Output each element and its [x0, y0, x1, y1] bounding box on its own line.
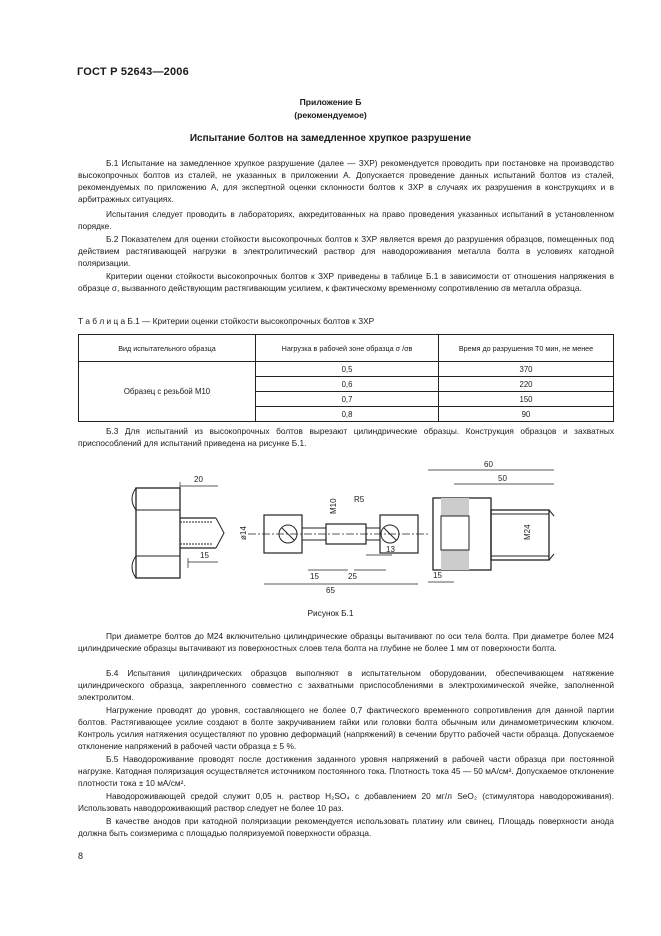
dim-m24: М24: [523, 524, 532, 540]
dim-15-mid: 15: [310, 572, 319, 581]
table-header-load: Нагрузка в рабочей зоне образца σ /σв: [256, 335, 439, 362]
dimension-lines: [180, 470, 554, 584]
dim-d14: ø14: [239, 526, 248, 540]
figure-b1-drawing: [128, 458, 568, 600]
paragraph-anodes: В качестве анодов при катодной поляризации рекомендуется использовать платину или свинец. Площадь поверхности анода должна быть соизмерима с площадью поляризуемой поверхности образца.: [78, 816, 614, 839]
table-cell: 220: [439, 377, 614, 392]
table-cell: 0,6: [256, 377, 439, 392]
figure-caption: Рисунок Б.1: [307, 608, 354, 618]
paragraph-labs: Испытания следует проводить в лабораториях, аккредитованных на право проведения указанных испытаний в установленном порядке.: [78, 209, 614, 232]
table-cell: 150: [439, 392, 614, 407]
paragraph-loading: Нагружение проводят до уровня, составляющего не более 0,7 фактического временного сопротивления для данной партии болтов. Растягивающее усилие создают в болте закручиванием гайки или головки болта обычным или динамометрическим ключом. Контроль усилия натяжения осуществляют по уровню деформаций (напряжений) в сечении брутто рабочей части образца. Допускаемое отклонение напряжений в рабочей части образца ± 5 %.: [78, 705, 614, 752]
dim-13: 13: [386, 545, 395, 554]
table-cell: 0,5: [256, 362, 439, 377]
paragraph-b2: Б.2 Показателем для оценки стойкости высокопрочных болтов к ЗХР является время до разрушения образцов, помещенных под действием растягивающей нагрузки в электролитический раствор для наводороживания металла болта в условиях катодной поляризации.: [78, 234, 614, 269]
paragraph-diameter: При диаметре болтов до М24 включительно цилиндрические образцы вытачивают по оси тела болта. При диаметре более М24 цилиндрические образцы вытачивают из поверхностных слоев тела болта на глубине не более 1 мм от поверхности болта.: [78, 631, 614, 654]
bolt-head: [132, 488, 224, 578]
dimension-labels: [194, 460, 532, 595]
appendix-subtitle: (рекомендуемое): [294, 110, 367, 120]
dim-15-left: 15: [200, 551, 209, 560]
section-title: Испытание болтов на замедленное хрупкое разрушение: [189, 133, 472, 144]
document-header: ГОСТ Р 52643—2006: [77, 66, 189, 78]
dim-m10: М10: [329, 498, 338, 514]
dim-15-right: 15: [433, 571, 442, 580]
paragraph-b4: Б.4 Испытания цилиндрических образцов выполняют в испытательном оборудовании, обеспечивающем натяжение цилиндрического образца, закрепленного совместно с захватными приспособлениями в электрохимической ячейке, заполненной электролитом.: [78, 668, 614, 703]
paragraph-b3: Б.3 Для испытаний из высокопрочных болтов вырезают цилиндрические образцы. Конструкция образцов и захватных приспособлений для испытаний приведена на рисунке Б.1.: [78, 426, 614, 449]
paragraph-criteria: Критерии оценки стойкости высокопрочных болтов к ЗХР приведены в таблице Б.1 в зависимости от отношения напряжения в образце σ, вызванного действующим растягивающим усилием, к фактическому временному сопротивлению σв металла образца.: [78, 271, 614, 294]
paragraph-b1: Б.1 Испытание на замедленное хрупкое разрушение (далее — ЗХР) рекомендуется проводить при постановке на производство высокопрочных болтов из сталей, не указанных в приложении А. Допускается проведение данных испытаний болтов из сталей, рекомендуемых по приложению А, для экспертной оценки склонности болтов к ЗХР в случаях их разрушения в конструкциях и в арбитражных ситуациях.: [78, 158, 614, 205]
table-cell-specimen: Образец с резьбой М10: [79, 362, 256, 422]
dim-65: 65: [326, 586, 335, 595]
dim-20: 20: [194, 475, 203, 484]
appendix-title: Приложение Б: [299, 97, 362, 107]
table-header-time: Время до разрушения T0 мин, не менее: [439, 335, 614, 362]
dim-r5: R5: [354, 495, 365, 504]
dim-60: 60: [484, 460, 493, 469]
specimen: [248, 515, 428, 553]
dim-25: 25: [348, 572, 357, 581]
dim-50: 50: [498, 474, 507, 483]
table-cell: 0,8: [256, 407, 439, 422]
table-cell: 90: [439, 407, 614, 422]
table-caption: Т а б л и ц а Б.1 — Критерии оценки стойкости высокопрочных болтов к ЗХР: [78, 316, 375, 326]
table-header-specimen: Вид испытательного образца: [79, 335, 256, 362]
criteria-table: [78, 334, 614, 422]
page-number: 8: [78, 851, 84, 861]
grip-coupling: [433, 498, 554, 570]
table-cell: 0,7: [256, 392, 439, 407]
paragraph-b5: Б.5 Наводороживание проводят после достижения заданного уровня напряжений в рабочей части образца при постоянной нагрузке. Катодная поляризация осуществляется источником постоянного тока. Плотность тока 45 — 50 мА/см². Допускаемое отклонение плотности тока ± 10 мА/см².: [78, 754, 614, 789]
table-cell: 370: [439, 362, 614, 377]
paragraph-medium: Наводороживающей средой служит 0,05 н. раствор H₂SO₄ с добавлением 20 мг/л SeO₂ (стимулятора наводороживания). Использовать наводороживающий раствор следует не более 10 раз.: [78, 791, 614, 814]
